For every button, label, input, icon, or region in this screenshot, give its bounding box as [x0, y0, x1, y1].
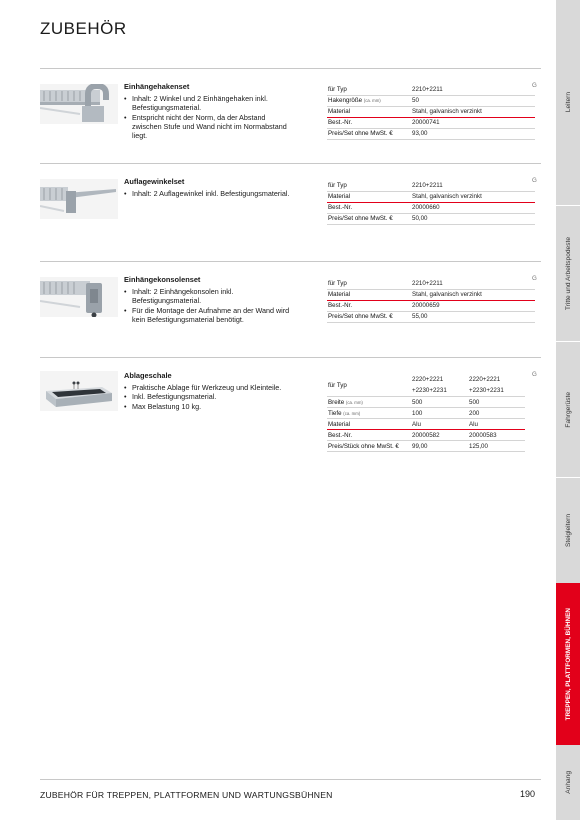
feature-item: • Max Belastung 10 kg. [124, 402, 292, 411]
hook-product-image [40, 84, 118, 124]
spec-label: Material [327, 191, 411, 202]
price-value: 125,00 [468, 441, 525, 452]
spec-label: für Typ [327, 180, 411, 191]
sidebar-item-steigleitern[interactable] [556, 478, 580, 583]
product-title: Ablageschale [124, 371, 172, 380]
feature-list [124, 287, 292, 324]
page-number: 190 [520, 789, 536, 799]
spec-value: Alu [411, 419, 468, 430]
spec-label: Material [327, 419, 411, 430]
spec-value: 2210+2211 [411, 180, 535, 191]
section-divider [40, 261, 541, 262]
type-line: 2220+2221 [469, 376, 501, 383]
bracket-product-image [40, 179, 118, 219]
spec-value: 200 [468, 408, 525, 419]
product-description [124, 82, 292, 140]
section-divider [40, 163, 541, 164]
sidebar-item-treppen[interactable] [556, 583, 580, 745]
spec-table [327, 180, 535, 225]
spec-value: 2210+2211 [411, 84, 535, 95]
spec-label: Preis/Set ohne MwSt. € [327, 128, 411, 139]
gs-mark: G [532, 275, 537, 282]
footer-divider [40, 779, 541, 780]
feature-item: • Für die Montage der Aufnahme an der Wand wird kein Befestigungsmaterial benötigt. [124, 306, 292, 325]
spec-unit: (ca. mm) [363, 98, 381, 103]
spec-value: 500 [411, 397, 468, 408]
product-photo [40, 277, 118, 317]
spec-label: Best.-Nr. [327, 202, 411, 213]
product-photo [40, 179, 118, 219]
spec-value [411, 374, 468, 397]
feature-item: • Entspricht nicht der Norm, da der Abstand zwischen Stufe und Wand nicht im Normabstand liegt. [124, 113, 292, 141]
spec-value: 50 [411, 95, 535, 106]
spec-label: Material [327, 106, 411, 117]
console-product-image [40, 277, 118, 317]
spec-value: 100 [411, 408, 468, 419]
sidebar-item-label: Steigleitern [564, 514, 572, 547]
sidebar-item-label: Anhang [564, 771, 572, 794]
type-line: +2230+2231 [412, 387, 447, 394]
spec-label [327, 408, 411, 419]
feature-item: • Praktische Ablage für Werkzeug und Kleinteile. [124, 383, 292, 392]
sidebar-item-leitern[interactable] [556, 0, 580, 205]
type-line: 2220+2221 [412, 376, 444, 383]
spec-value: 2210+2211 [411, 278, 535, 289]
spec-value: Stahl, galvanisch verzinkt [411, 191, 535, 202]
spec-label: Preis/Stück ohne MwSt. € [327, 441, 411, 452]
sidebar-item-tritte[interactable] [556, 206, 580, 341]
page-title: ZUBEHÖR [40, 19, 127, 38]
spec-label: Preis/Set ohne MwSt. € [327, 311, 411, 322]
spec-table [327, 84, 535, 140]
sidebar-item-fahrgerueste[interactable] [556, 342, 580, 477]
spec-label: für Typ [327, 84, 411, 95]
spec-label: für Typ [327, 374, 411, 397]
product-photo [40, 84, 118, 124]
product-title: Auflagewinkelset [124, 177, 185, 186]
product-title: Einhängekonsolenset [124, 275, 201, 284]
spec-value: Stahl, galvanisch verzinkt [411, 106, 535, 117]
feature-list [124, 189, 292, 198]
gs-mark: G [532, 371, 537, 378]
sidebar-item-label: TREPPEN, PLATTFORMEN, BÜHNEN [564, 607, 572, 721]
feature-item: • Inhalt: 2 Auflagewinkel inkl. Befestigungsmaterial. [124, 189, 292, 198]
spec-label: Preis/Set ohne MwSt. € [327, 213, 411, 224]
spec-value: 20000583 [468, 430, 525, 441]
spec-label-text: Tiefe [328, 409, 342, 417]
spec-label-text: Breite [328, 398, 345, 406]
sidebar-item-anhang[interactable] [556, 745, 580, 820]
price-value: 50,00 [411, 213, 535, 224]
type-line: +2230+2231 [469, 387, 504, 394]
gs-mark: G [532, 82, 537, 89]
product-photo [40, 371, 118, 411]
spec-value: 20000582 [411, 430, 468, 441]
product-description [124, 177, 292, 198]
spec-label: Material [327, 289, 411, 300]
spec-value: 20000660 [411, 202, 535, 213]
price-value: 99,00 [411, 441, 468, 452]
section-divider [40, 68, 541, 69]
feature-item: • Inhalt: 2 Winkel und 2 Einhängehaken inkl. Befestigungsmaterial. [124, 94, 292, 113]
spec-table [327, 374, 525, 452]
gs-mark: G [532, 177, 537, 184]
spec-label: Best.-Nr. [327, 300, 411, 311]
spec-value: 500 [468, 397, 525, 408]
product-description [124, 275, 292, 324]
chapter-sidebar [556, 0, 580, 820]
feature-item: • Inhalt: 2 Einhängekonsolen inkl. Befestigungsmaterial. [124, 287, 292, 306]
spec-table [327, 278, 535, 323]
product-description [124, 371, 292, 411]
spec-label: Best.-Nr. [327, 117, 411, 128]
spec-label [327, 95, 411, 106]
spec-value: 20000741 [411, 117, 535, 128]
sidebar-item-label: Leitern [564, 92, 572, 113]
spec-label-text: Hakengröße [328, 97, 363, 104]
tray-product-image [40, 371, 118, 411]
spec-unit: (ca. mm) [345, 399, 363, 405]
footer-title: ZUBEHÖR FÜR TREPPEN, PLATTFORMEN UND WARTUNGSBÜHNEN [40, 790, 333, 800]
spec-unit: (ca. mm) [343, 410, 361, 416]
sidebar-item-label: Fahrgerüste [564, 391, 572, 428]
sidebar-item-label: Tritte und Arbeitspodeste [564, 236, 572, 311]
price-value: 55,00 [411, 311, 535, 322]
spec-value: Stahl, galvanisch verzinkt [411, 289, 535, 300]
spec-label [327, 397, 411, 408]
feature-list [124, 383, 292, 411]
feature-list [124, 94, 292, 140]
price-value: 93,00 [411, 128, 535, 139]
spec-value: 20000659 [411, 300, 535, 311]
section-divider [40, 357, 541, 358]
feature-item: • Inkl. Befestigungsmaterial. [124, 392, 292, 401]
spec-value: Alu [468, 419, 525, 430]
spec-label: Best.-Nr. [327, 430, 411, 441]
spec-label: für Typ [327, 278, 411, 289]
spec-value [468, 374, 525, 397]
product-title: Einhängehakenset [124, 82, 190, 91]
